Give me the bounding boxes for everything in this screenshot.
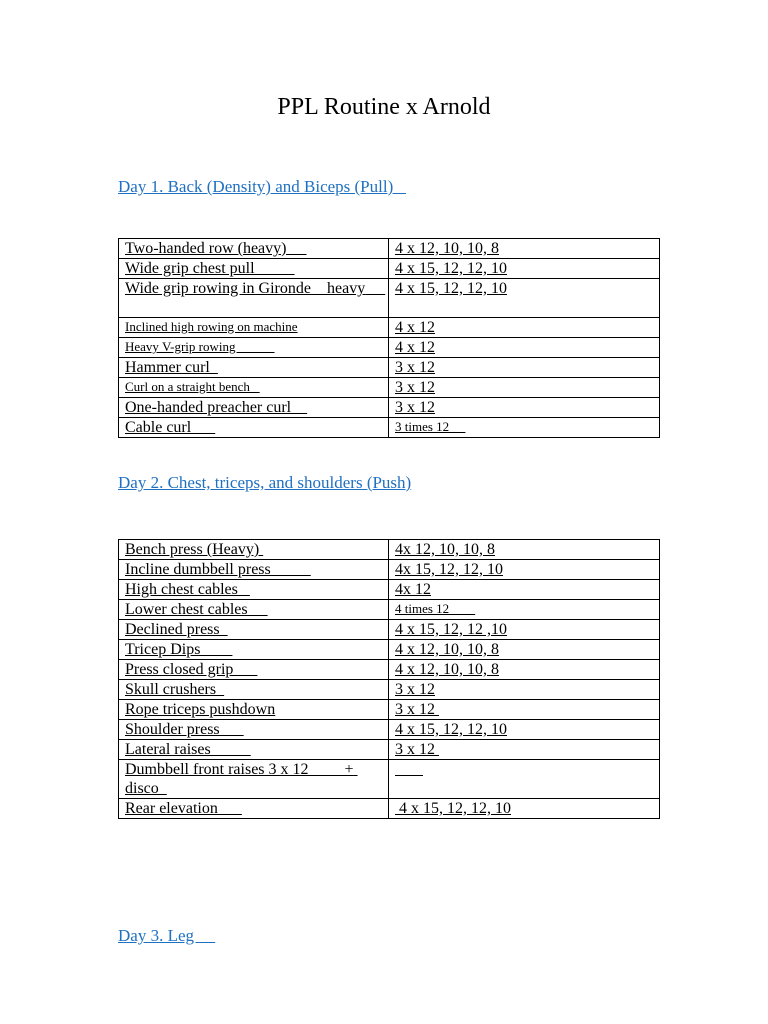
table-row <box>119 279 660 318</box>
exercise-cell: Lateral raises <box>119 740 389 760</box>
table-row <box>119 540 660 560</box>
day1-table <box>118 238 660 438</box>
sets-cell: 3 x 12 <box>389 680 660 700</box>
exercise-cell: Bench press (Heavy) <box>119 540 389 560</box>
sets-cell: 4x 15, 12, 12, 10 <box>389 560 660 580</box>
table-row <box>119 760 660 799</box>
day2-heading <box>118 472 411 494</box>
sets-cell: 4 x 15, 12, 12, 10 <box>389 799 660 819</box>
table-row <box>119 799 660 819</box>
table-row <box>119 239 660 259</box>
sets-cell: 3 x 12 <box>389 740 660 760</box>
exercise-cell: Two-handed row (heavy) <box>119 239 389 259</box>
table-row <box>119 398 660 418</box>
exercise-cell: High chest cables <box>119 580 389 600</box>
sets-cell: 4 x 12, 10, 10, 8 <box>389 660 660 680</box>
sets-cell: 4 x 12 <box>389 338 660 358</box>
sets-cell: 4 x 12, 10, 10, 8 <box>389 640 660 660</box>
table-row <box>119 660 660 680</box>
table-row <box>119 700 660 720</box>
exercise-cell: Cable curl <box>119 418 389 438</box>
exercise-cell: Hammer curl <box>119 358 389 378</box>
table-row <box>119 640 660 660</box>
day3-heading: Day 3. Leg <box>118 926 216 945</box>
table-row <box>119 418 660 438</box>
sets-cell: 3 times 12 <box>389 418 660 438</box>
table-row <box>119 318 660 338</box>
sets-cell: 4x 12 <box>389 580 660 600</box>
table-row <box>119 560 660 580</box>
sets-cell: 4 x 12, 10, 10, 8 <box>389 239 660 259</box>
table-row <box>119 259 660 279</box>
exercise-cell: Declined press <box>119 620 389 640</box>
sets-cell: 4 x 15, 12, 12 ,10 <box>389 620 660 640</box>
exercise-cell: Lower chest cables <box>119 600 389 620</box>
exercise-cell: Heavy V-grip rowing <box>119 338 389 358</box>
document-title: PPL Routine x Arnold <box>277 94 491 120</box>
table-row <box>119 680 660 700</box>
exercise-cell: Press closed grip <box>119 660 389 680</box>
table-row <box>119 740 660 760</box>
table-row <box>119 580 660 600</box>
exercise-cell: Curl on a straight bench <box>119 378 389 398</box>
sets-cell: 4 x 12 <box>389 318 660 338</box>
table-row <box>119 720 660 740</box>
table-row <box>119 600 660 620</box>
table-row <box>119 378 660 398</box>
sets-cell: 3 x 12 <box>389 700 660 720</box>
sets-cell: 3 x 12 <box>389 398 660 418</box>
sets-cell: 4 x 15, 12, 12, 10 <box>389 279 660 318</box>
sets-cell: 3 x 12 <box>389 358 660 378</box>
exercise-cell: Tricep Dips <box>119 640 389 660</box>
table-row <box>119 338 660 358</box>
sets-cell: 3 x 12 <box>389 378 660 398</box>
exercise-cell: Rope triceps pushdown <box>119 700 389 720</box>
table-row <box>119 620 660 640</box>
sets-cell: 4 x 15, 12, 12, 10 <box>389 259 660 279</box>
exercise-cell: Incline dumbbell press <box>119 560 389 580</box>
exercise-cell: Wide grip rowing in Gironde heavy <box>119 279 389 318</box>
day1-heading: Day 1. Back (Density) and Biceps (Pull) <box>118 177 406 196</box>
table-row <box>119 358 660 378</box>
sets-cell: 4x 12, 10, 10, 8 <box>389 540 660 560</box>
sets-cell: 4 x 15, 12, 12, 10 <box>389 720 660 740</box>
sets-cell: 4 times 12 <box>389 600 660 620</box>
exercise-cell: Skull crushers <box>119 680 389 700</box>
exercise-cell: Inclined high rowing on machine <box>119 318 389 338</box>
exercise-cell: One-handed preacher curl <box>119 398 389 418</box>
exercise-cell: Rear elevation <box>119 799 389 819</box>
exercise-cell: Dumbbell front raises 3 x 12 + disco <box>119 760 389 799</box>
exercise-cell: Shoulder press <box>119 720 389 740</box>
day2-heading-text: Day 2. Chest, triceps, and shoulders (Push) <box>118 473 412 492</box>
sets-cell <box>389 760 660 799</box>
day2-table <box>118 539 660 819</box>
exercise-cell: Wide grip chest pull <box>119 259 389 279</box>
